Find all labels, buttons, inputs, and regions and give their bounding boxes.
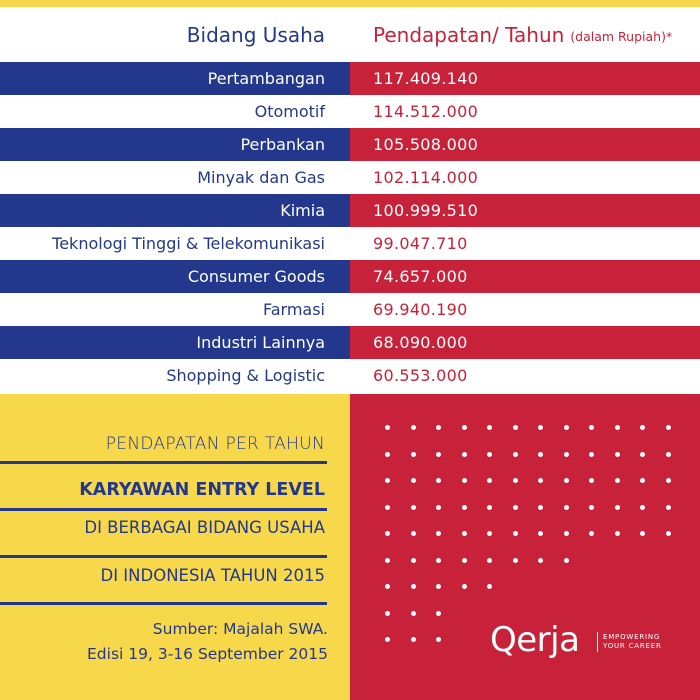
decor-dot [487, 531, 492, 536]
decor-dot [564, 478, 569, 483]
table-row [0, 326, 700, 359]
decor-dot [615, 478, 620, 483]
decor-dot [589, 531, 594, 536]
decor-dot [564, 558, 569, 563]
source-line-2: Edisi 19, 3-16 September 2015 [87, 645, 328, 663]
decor-dot [589, 505, 594, 510]
decor-dot [436, 558, 441, 563]
sector-label: Perbankan [240, 135, 325, 154]
decor-dot [462, 478, 467, 483]
logo-tagline [603, 633, 693, 651]
table-row [0, 227, 700, 260]
sector-label: Kimia [280, 201, 325, 220]
decor-dot [589, 425, 594, 430]
top-accent-bar [0, 0, 700, 7]
income-cell [350, 128, 700, 161]
income-value: 69.940.190 [373, 300, 468, 319]
decor-dot [640, 531, 645, 536]
title-line-1: PENDAPATAN PER TAHUN [105, 434, 325, 454]
decor-dot [666, 505, 671, 510]
decor-dot [411, 584, 416, 589]
logo-tagline-1: EMPOWERING [603, 633, 661, 641]
decor-dot [564, 531, 569, 536]
decor-dot [615, 505, 620, 510]
income-cell [350, 95, 700, 128]
decor-dot [513, 531, 518, 536]
sector-label: Shopping & Logistic [166, 366, 325, 385]
qerja-logo [490, 620, 690, 670]
decor-dot [640, 505, 645, 510]
decor-dot [436, 637, 441, 642]
decor-dot [564, 425, 569, 430]
table-row [0, 161, 700, 194]
title-line-3: DI BERBAGAI BIDANG USAHA [84, 518, 325, 537]
decor-dot [538, 478, 543, 483]
income-cell [350, 359, 700, 392]
decor-dot [385, 425, 390, 430]
decor-dot [640, 478, 645, 483]
income-table [0, 62, 700, 392]
income-cell [350, 161, 700, 194]
title-line-4: DI INDONESIA TAHUN 2015 [100, 566, 325, 585]
decor-dot [487, 505, 492, 510]
decor-dot [462, 558, 467, 563]
decor-dot [487, 478, 492, 483]
sector-label: Otomotif [254, 102, 325, 121]
income-cell [350, 194, 700, 227]
decor-dot [462, 425, 467, 430]
income-value: 60.553.000 [373, 366, 468, 385]
income-value: 114.512.000 [373, 102, 479, 121]
decor-dot [513, 425, 518, 430]
sector-label: Industri Lainnya [196, 333, 325, 352]
decor-dot [385, 558, 390, 563]
decor-dot [411, 637, 416, 642]
income-cell [350, 62, 700, 95]
decor-dot [666, 478, 671, 483]
decor-dot [411, 425, 416, 430]
column-header-sector: Bidang Usaha [186, 22, 325, 47]
decor-dot [487, 452, 492, 457]
decor-dot [462, 505, 467, 510]
logo-wordmark: Qerja [490, 620, 580, 660]
income-cell [350, 326, 700, 359]
decor-dot [385, 505, 390, 510]
title-divider [0, 461, 327, 464]
decor-dot [615, 531, 620, 536]
decor-dot [462, 584, 467, 589]
decor-dot [411, 478, 416, 483]
decor-dot [513, 558, 518, 563]
decor-dot [487, 584, 492, 589]
income-value: 105.508.000 [373, 135, 479, 154]
income-value: 102.114.000 [373, 168, 479, 187]
sector-label: Teknologi Tinggi & Telekomunikasi [52, 234, 325, 253]
source-line-1: Sumber: Majalah SWA. [152, 620, 328, 638]
logo-separator [597, 632, 598, 652]
column-header-income-label: Pendapatan/ Tahun [373, 22, 565, 47]
table-header [0, 7, 700, 62]
sector-label: Consumer Goods [187, 267, 325, 286]
decor-dot [385, 531, 390, 536]
column-header-income [373, 7, 693, 62]
income-cell [350, 227, 700, 260]
decor-dot [538, 531, 543, 536]
income-value: 99.047.710 [373, 234, 468, 253]
decor-dot [640, 452, 645, 457]
table-row [0, 359, 700, 392]
title-panel [0, 394, 350, 700]
decor-dot [640, 425, 645, 430]
decor-dot [487, 558, 492, 563]
sector-label: Pertambangan [207, 69, 325, 88]
decor-dot [385, 611, 390, 616]
sector-label: Farmasi [262, 300, 325, 319]
decor-dot [385, 637, 390, 642]
decor-dot [615, 425, 620, 430]
decor-dot [385, 478, 390, 483]
decor-dot [411, 531, 416, 536]
decor-dot [436, 478, 441, 483]
column-header-income-note: (dalam Rupiah)* [570, 29, 673, 44]
decor-dot [487, 425, 492, 430]
table-row [0, 128, 700, 161]
decor-dot [666, 452, 671, 457]
decor-dot [564, 452, 569, 457]
sector-label: Minyak dan Gas [197, 168, 325, 187]
income-value: 117.409.140 [373, 69, 479, 88]
decor-dot [411, 505, 416, 510]
decor-dot [513, 505, 518, 510]
decor-dot [436, 452, 441, 457]
table-row [0, 260, 700, 293]
title-divider [0, 602, 327, 605]
decor-dot [462, 452, 467, 457]
decor-dot [538, 425, 543, 430]
table-row [0, 194, 700, 227]
decor-dot [411, 452, 416, 457]
income-value: 74.657.000 [373, 267, 468, 286]
table-row [0, 293, 700, 326]
decor-dot [666, 425, 671, 430]
decor-dot [385, 584, 390, 589]
decor-dot [436, 425, 441, 430]
decor-dot [513, 478, 518, 483]
title-divider [0, 508, 327, 511]
decor-dot [538, 505, 543, 510]
title-line-2: KARYAWAN ENTRY LEVEL [79, 480, 325, 500]
decor-dot [513, 452, 518, 457]
decor-dot [462, 531, 467, 536]
decor-dot [538, 452, 543, 457]
decor-dot [436, 531, 441, 536]
decor-dot [436, 505, 441, 510]
income-cell [350, 293, 700, 326]
decor-dot [589, 478, 594, 483]
decor-dot [411, 611, 416, 616]
income-cell [350, 260, 700, 293]
title-divider [0, 555, 327, 558]
income-value: 100.999.510 [373, 201, 479, 220]
table-row [0, 95, 700, 128]
decor-dot [589, 452, 594, 457]
income-value: 68.090.000 [373, 333, 468, 352]
decor-dot [436, 584, 441, 589]
decor-dot [615, 452, 620, 457]
decor-dot [411, 558, 416, 563]
decor-dot [436, 611, 441, 616]
logo-tagline-2: YOUR CAREER [603, 642, 662, 650]
decor-dot [385, 452, 390, 457]
table-row [0, 62, 700, 95]
decor-dot [564, 505, 569, 510]
decor-dot [538, 558, 543, 563]
decor-dot [666, 531, 671, 536]
